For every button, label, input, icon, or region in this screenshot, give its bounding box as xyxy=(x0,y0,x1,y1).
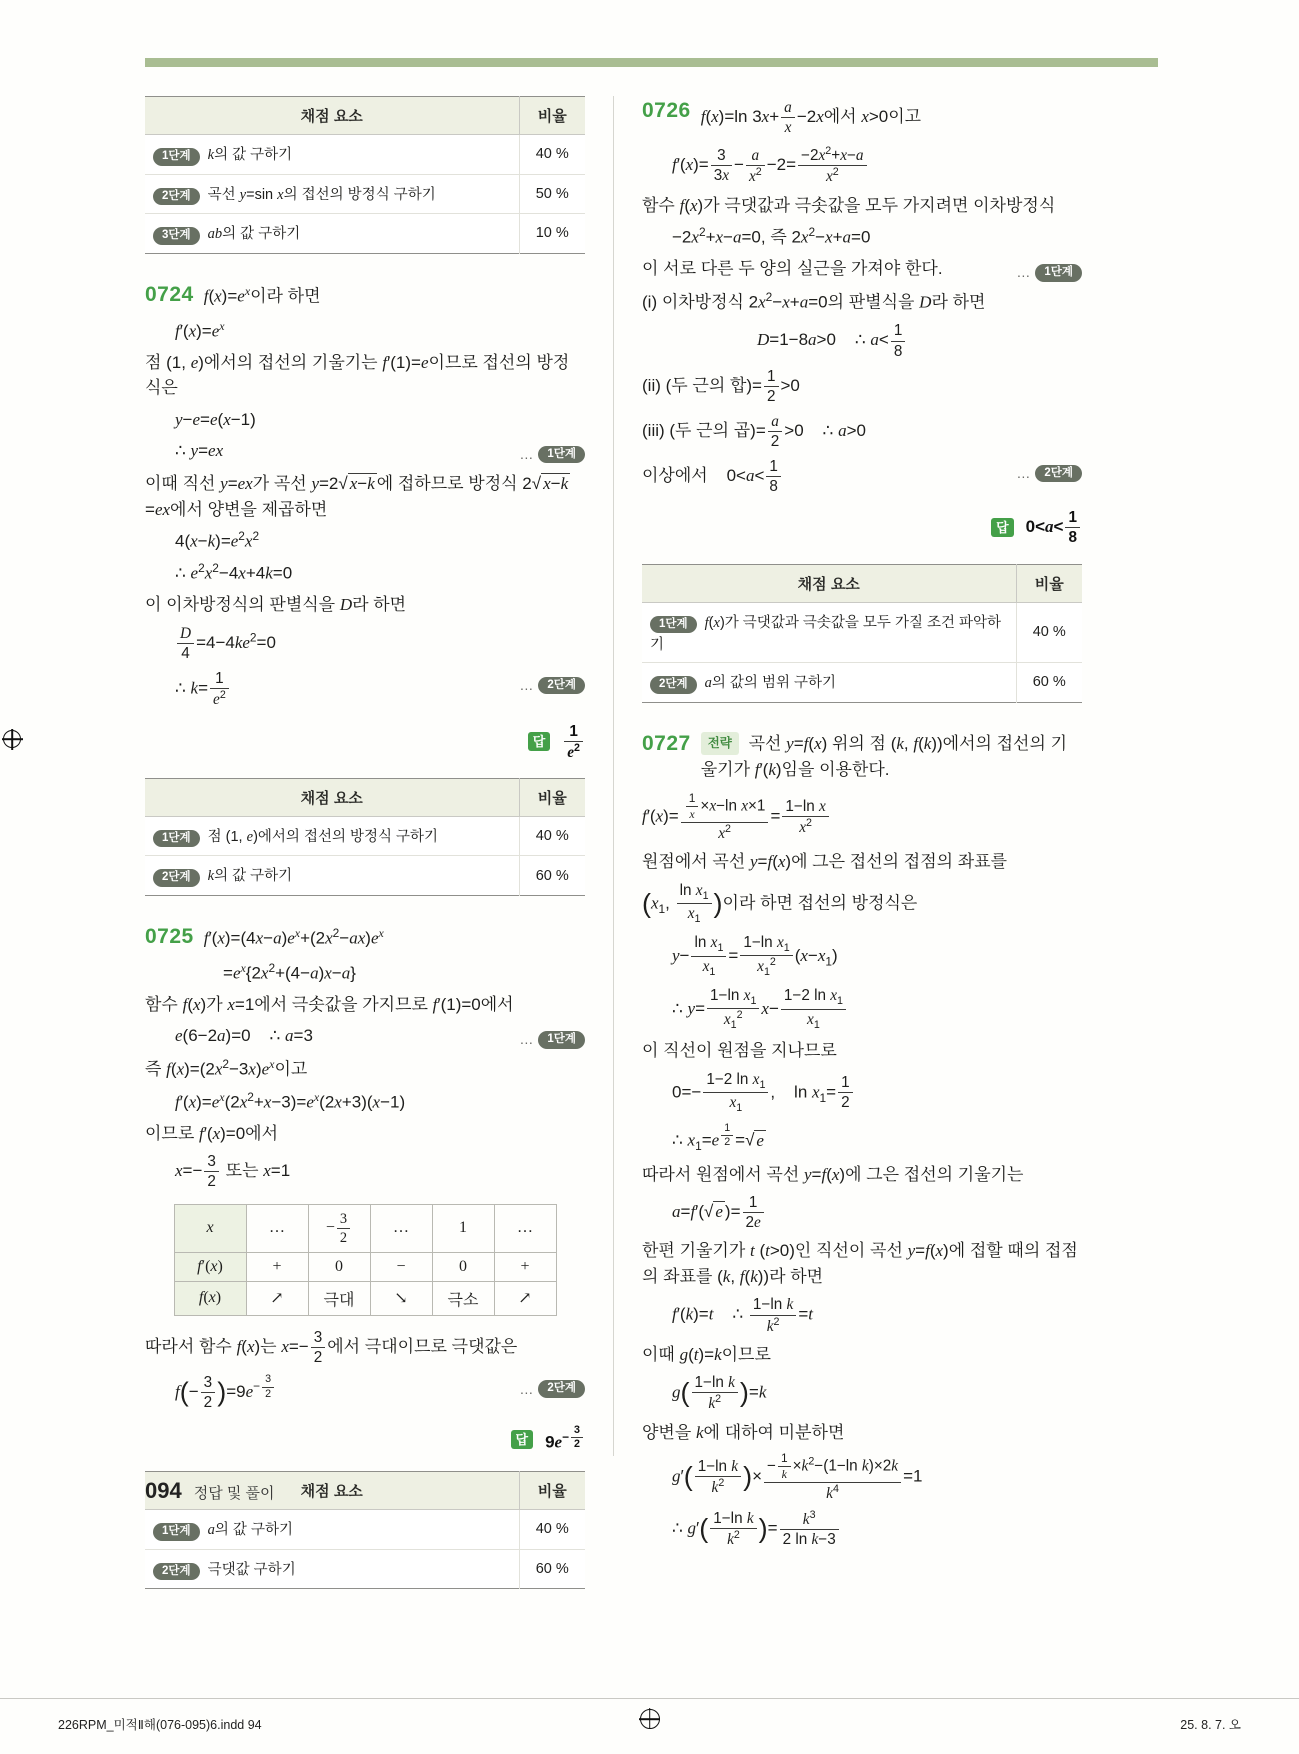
solution-line: f′(x)= $\frac{1}{x}$ ×x−ln x×1 $x^2$ = $\frac{\text{1−ln x}}{x^2}$ xyxy=(642,791,1082,843)
solution-line: $f'(x)=e^x(2x^2+x-3)=e^x(2x+3)(x-1)$ xyxy=(175,1089,406,1112)
grading-row xyxy=(145,174,585,214)
criteria-percent: 60 % xyxy=(1016,663,1082,703)
problem-0725 xyxy=(145,924,585,1455)
solution-lines xyxy=(145,1328,585,1456)
solution-line: 답 $9e^{- \frac{3}{2}}$ xyxy=(145,1418,585,1455)
problem-number: 0727 xyxy=(642,731,691,755)
step-badge: 1단계 xyxy=(650,616,697,634)
solution-line: 답 0<a< $\frac{1}{8}$ xyxy=(642,502,1082,547)
solution-lines xyxy=(642,791,1082,1549)
solution-line: D=1−8a>0 ∴ a< $\frac{1}{8}$ xyxy=(642,321,1082,360)
sign-cell: 1 xyxy=(432,1204,494,1252)
solution-line: 함수 f(x)가 극댓값과 극솟값을 모두 가지려면 이차방정식 xyxy=(642,195,1056,215)
sign-cell: − xyxy=(370,1252,432,1281)
problem-0724 xyxy=(145,282,585,762)
registration-mark-icon xyxy=(640,1709,660,1729)
criteria-label: a의 값의 범위 구하기 xyxy=(704,675,837,692)
solution-line: ∴ y= $\frac{1-\ln x_1}{x_1^2}$ x− $\frac{1-2 \ln x_1}{x_1}$ xyxy=(642,986,1082,1033)
solution-line: g( $\frac{\text{1−ln k}}{k^2}$ )=k xyxy=(672,1374,767,1413)
solution-line: (iii) (두 근의 곱)= $\frac{a}{2}$ >0 ∴ a>0 xyxy=(642,412,866,450)
grading-header-pct: 비율 xyxy=(519,1472,585,1510)
page-footer-label: 정답 및 풀이 xyxy=(193,1485,275,1502)
print-filename: 226RPM_미적Ⅱ해(076-095)6.indd 94 xyxy=(58,1718,262,1732)
page-footer xyxy=(145,1478,275,1504)
grading-row xyxy=(145,816,585,856)
criteria-label: 점 (1, e)에서의 접선의 방정식 구하기 xyxy=(207,828,439,845)
grading-header-pct: 비율 xyxy=(1016,564,1082,602)
solution-line: g′( $\frac{\text{1−ln k}}{k^2}$ )× − $\frac{1}{k}$ $\times k^2-(1-\ln$ k)×2k $k^4$ =1 xyxy=(672,1451,923,1503)
solution-line: 한편 기울기가 t (t>0)인 직선이 곡선 y=f(x)에 접할 때의 접점의 좌표를 (k, f(k))라 하면 xyxy=(642,1241,1078,1286)
sign-row-x xyxy=(174,1204,556,1252)
solution-line: $=e^x\{2x^2+(4-a)x-a\}$ xyxy=(223,960,356,983)
grading-header-label: 채점 요소 xyxy=(642,564,1016,602)
left-column xyxy=(145,96,585,1601)
criteria-percent: 40 % xyxy=(519,816,585,856)
criteria-label: k의 값 구하기 xyxy=(207,147,293,163)
grading-criteria xyxy=(145,816,519,856)
problem-header xyxy=(642,731,1082,784)
grading-row xyxy=(642,663,1082,703)
print-date: 25. 8. 7. 오 xyxy=(1180,1718,1241,1732)
criteria-percent: 10 % xyxy=(519,214,585,254)
solution-line: $-2x^2+x-a=0$, 즉 $2x^2-x+a=0$ xyxy=(672,225,871,247)
solution-line: ∴ $x_1=e$ $^{\frac{1}{2}}$ =√ e xyxy=(672,1121,764,1153)
sign-row-f xyxy=(174,1281,556,1315)
sign-cell: … xyxy=(370,1204,432,1252)
sign-cell: ↗ xyxy=(246,1281,308,1315)
solution-line: 이때 g(t)=k이므로 xyxy=(642,1344,771,1364)
criteria-label: f(x)가 극댓값과 극솟값을 모두 가질 조건 파악하기 xyxy=(650,614,1002,654)
grading-criteria xyxy=(145,1510,519,1550)
sign-header-cell: x xyxy=(174,1204,246,1252)
solution-line: 원점에서 곡선 y=f(x)에 그은 접선의 접점의 좌표를 xyxy=(642,852,1008,872)
solution-line: 점 (1, e)에서의 접선의 기울기는 f′(1)=e이므로 접선의 방정식은 xyxy=(145,352,570,398)
solution-line: f(− $\frac{3}{2}$ )$=9e^{- \frac{3}{2}}$ … 2단계 xyxy=(145,1373,585,1412)
solution-line: y−e=e(x−1) xyxy=(175,409,256,429)
step-badge: 1단계 xyxy=(153,1523,200,1541)
solution-line: 이때 직선 y=ex가 곡선 y=2√ x−k 에 접하므로 방정식 2√ x−k=ex에서 양변을 제곱하면 xyxy=(145,474,569,519)
solution-line: ∴ $e^2x^2-4x+4k=0$ xyxy=(175,561,293,583)
grading-header-row xyxy=(145,778,585,816)
grading-criteria xyxy=(145,1549,519,1589)
problem-first-line: $f'(x)=(4x-a)e^x+(2x^2-ax)e^x$ xyxy=(203,925,384,948)
step-badge: 1단계 xyxy=(153,830,200,848)
registration-mark-left-icon xyxy=(3,730,21,748)
solution-line: 이 서로 다른 두 양의 실근을 가져야 한다. … 1단계 xyxy=(642,256,1082,283)
grading-criteria xyxy=(145,135,519,175)
criteria-label: 곡선 y=sin x의 접선의 방정식 구하기 xyxy=(207,186,436,203)
solution-line: ($x_1$, $\frac{\ln x_1}{x_1}$ )이라 하면 접선의 방정식은 xyxy=(642,881,918,926)
solution-line: $4(x-k)=e^2x^2$ xyxy=(175,529,260,551)
grading-row xyxy=(145,856,585,896)
solution-line: ∴ g′( $\frac{\text{1−ln k}}{k^2}$ )= $\frac{k^3}{\text{2 ln k−3}}$ xyxy=(642,1509,1082,1549)
solution-line: y− $\frac{\ln x_1}{x_1}$ = $\frac{1-\ln x_1}{x_1^2}$ $(x-x_1)$ xyxy=(672,933,838,979)
problem-first-line: f(x)=ln 3x+ $\frac{a}{x}$ −2x에서 x>0이고 xyxy=(700,99,922,137)
solution-line: a=f′(√ e )= $\frac{1}{2e}$ xyxy=(642,1193,1082,1232)
solution-line: 이 직선이 원점을 지나므로 xyxy=(642,1041,837,1061)
step-badge: 2단계 xyxy=(153,1563,200,1581)
problem-0727 xyxy=(642,731,1082,1550)
solution-line: 이상에서 0<a< $\frac{1}{8}$ … 2단계 xyxy=(642,457,1082,496)
grading-header-pct: 비율 xyxy=(519,97,585,135)
grading-row xyxy=(642,602,1082,663)
problem-first-line: $f(x)=e^x$이라 하면 xyxy=(203,283,321,306)
solution-line: 답 $\frac{1}{e^2}$ xyxy=(145,716,585,762)
solution-lines xyxy=(642,145,1082,547)
sign-cell: 극소 xyxy=(432,1281,494,1315)
grading-header-row xyxy=(145,97,585,135)
sign-header-cell: f′(x) xyxy=(174,1252,246,1281)
solution-line: 이 이차방정식의 판별식을 D라 하면 xyxy=(145,595,407,615)
solution-line: ∴ y=ex … 1단계 xyxy=(145,438,585,465)
step-badge: 2단계 xyxy=(153,869,200,887)
problem-header xyxy=(145,924,585,952)
sign-cell: − $\frac{3}{2}$ xyxy=(308,1204,370,1252)
solution-line: 따라서 함수 f(x)는 x=− $\frac{3}{2}$ 에서 극대이므로 극댓값은 xyxy=(145,1328,518,1366)
problem-header xyxy=(145,282,585,310)
sign-cell: 0 xyxy=(432,1252,494,1281)
grading-header-label: 채점 요소 xyxy=(145,778,519,816)
page-number: 094 xyxy=(145,1478,182,1503)
grading-table-0726 xyxy=(642,564,1082,703)
solution-line: x=− $\frac{3}{2}$ 또는 x=1 xyxy=(175,1153,291,1191)
step-badge: 1단계 xyxy=(153,148,200,166)
grading-header-row xyxy=(642,564,1082,602)
solution-line: 0=− $\frac{1-2 \ln x_1}{x_1}$ , $\ln x_1=$ $\frac{1}{2}$ xyxy=(642,1070,1082,1116)
problem-0726 xyxy=(642,98,1082,548)
grading-criteria xyxy=(145,214,519,254)
grading-row xyxy=(145,135,585,175)
grading-table-0723 xyxy=(145,96,585,254)
solution-line: ∴ k= $\frac{1}{e^2}$ … 2단계 xyxy=(145,669,585,709)
solution-line: (ii) (두 근의 합)= $\frac{1}{2}$ >0 xyxy=(642,367,800,405)
column-divider xyxy=(613,96,614,1456)
step-badge: 3단계 xyxy=(153,227,200,245)
criteria-label: a의 값 구하기 xyxy=(207,1522,293,1539)
criteria-percent: 40 % xyxy=(519,1510,585,1550)
solution-line: 따라서 원점에서 곡선 y=f(x)에 그은 접선의 기울기는 xyxy=(642,1164,1024,1184)
sign-cell: ↘ xyxy=(370,1281,432,1315)
sign-analysis-table xyxy=(174,1204,557,1316)
solution-lines xyxy=(145,318,585,762)
sign-cell: 0 xyxy=(308,1252,370,1281)
criteria-percent: 40 % xyxy=(1016,602,1082,663)
solution-line: (i) 이차방정식 $2x^2-x+a=0$의 판별식을 D라 하면 xyxy=(642,290,986,312)
solution-line: e(6−2a)=0 ∴ a=3 … 1단계 xyxy=(145,1023,585,1050)
grading-table-0724 xyxy=(145,778,585,896)
step-badge: 2단계 xyxy=(153,188,200,206)
grading-header-pct: 비율 xyxy=(519,778,585,816)
solution-lines xyxy=(145,960,585,1192)
criteria-label: ab의 값 구하기 xyxy=(207,226,301,242)
sign-cell: 극대 xyxy=(308,1281,370,1315)
solution-line: 양변을 k에 대하여 미분하면 xyxy=(642,1422,845,1442)
criteria-percent: 40 % xyxy=(519,135,585,175)
solution-line: $f'(x)=e^x$ xyxy=(175,318,225,341)
grading-criteria xyxy=(145,856,519,896)
sign-cell: … xyxy=(494,1204,556,1252)
problem-number: 0725 xyxy=(145,924,194,948)
solution-line: f′(k)=t ∴ $\frac{\text{1−ln k}}{k^2}$ =t xyxy=(672,1296,813,1335)
sign-cell: + xyxy=(494,1252,556,1281)
problem-strategy-line: 전략 곡선 y=f(x) 위의 점 (k, f(k))에서의 접선의 기울기가 f′(k)임을 이용한다. xyxy=(700,733,1068,779)
right-column xyxy=(642,96,1082,1555)
print-footer xyxy=(0,1698,1299,1733)
problem-number: 0726 xyxy=(642,99,691,122)
grading-criteria xyxy=(642,602,1016,663)
solution-line: $\frac{D}{4}$ $=4-4ke^2=0$ xyxy=(145,624,585,663)
criteria-label: 극댓값 구하기 xyxy=(207,1561,296,1578)
solution-line: 함수 f(x)가 x=1에서 극솟값을 가지므로 f′(1)=0에서 xyxy=(145,994,514,1014)
grading-criteria xyxy=(642,663,1016,703)
solution-line: f′(x)= $\frac{3}{3x}$ − $\frac{a}{x^2}$ −2= $\frac{-2x^2+x-a}{x^2}$ xyxy=(642,145,1082,186)
problem-number: 0724 xyxy=(145,282,194,306)
problem-header xyxy=(642,98,1082,137)
sign-cell: ↗ xyxy=(494,1281,556,1315)
grading-row xyxy=(145,214,585,254)
criteria-label: k의 값 구하기 xyxy=(207,868,293,885)
sign-cell: … xyxy=(246,1204,308,1252)
grading-row xyxy=(145,1510,585,1550)
sign-cell: + xyxy=(246,1252,308,1281)
top-accent-bar xyxy=(145,58,1158,67)
grading-row xyxy=(145,1549,585,1589)
grading-header-label: 채점 요소 xyxy=(145,1472,519,1510)
sign-row-fprime xyxy=(174,1252,556,1281)
step-badge: 2단계 xyxy=(650,676,697,694)
criteria-percent: 60 % xyxy=(519,1549,585,1589)
solution-line: 즉 $f(x)=(2x^2-3x)e^x$이고 xyxy=(145,1057,308,1080)
sign-header-cell: f(x) xyxy=(174,1281,246,1315)
grading-criteria xyxy=(145,174,519,214)
solution-line: 이므로 f′(x)=0에서 xyxy=(145,1123,279,1143)
criteria-percent: 50 % xyxy=(519,174,585,214)
criteria-percent: 60 % xyxy=(519,856,585,896)
grading-header-label: 채점 요소 xyxy=(145,97,519,135)
